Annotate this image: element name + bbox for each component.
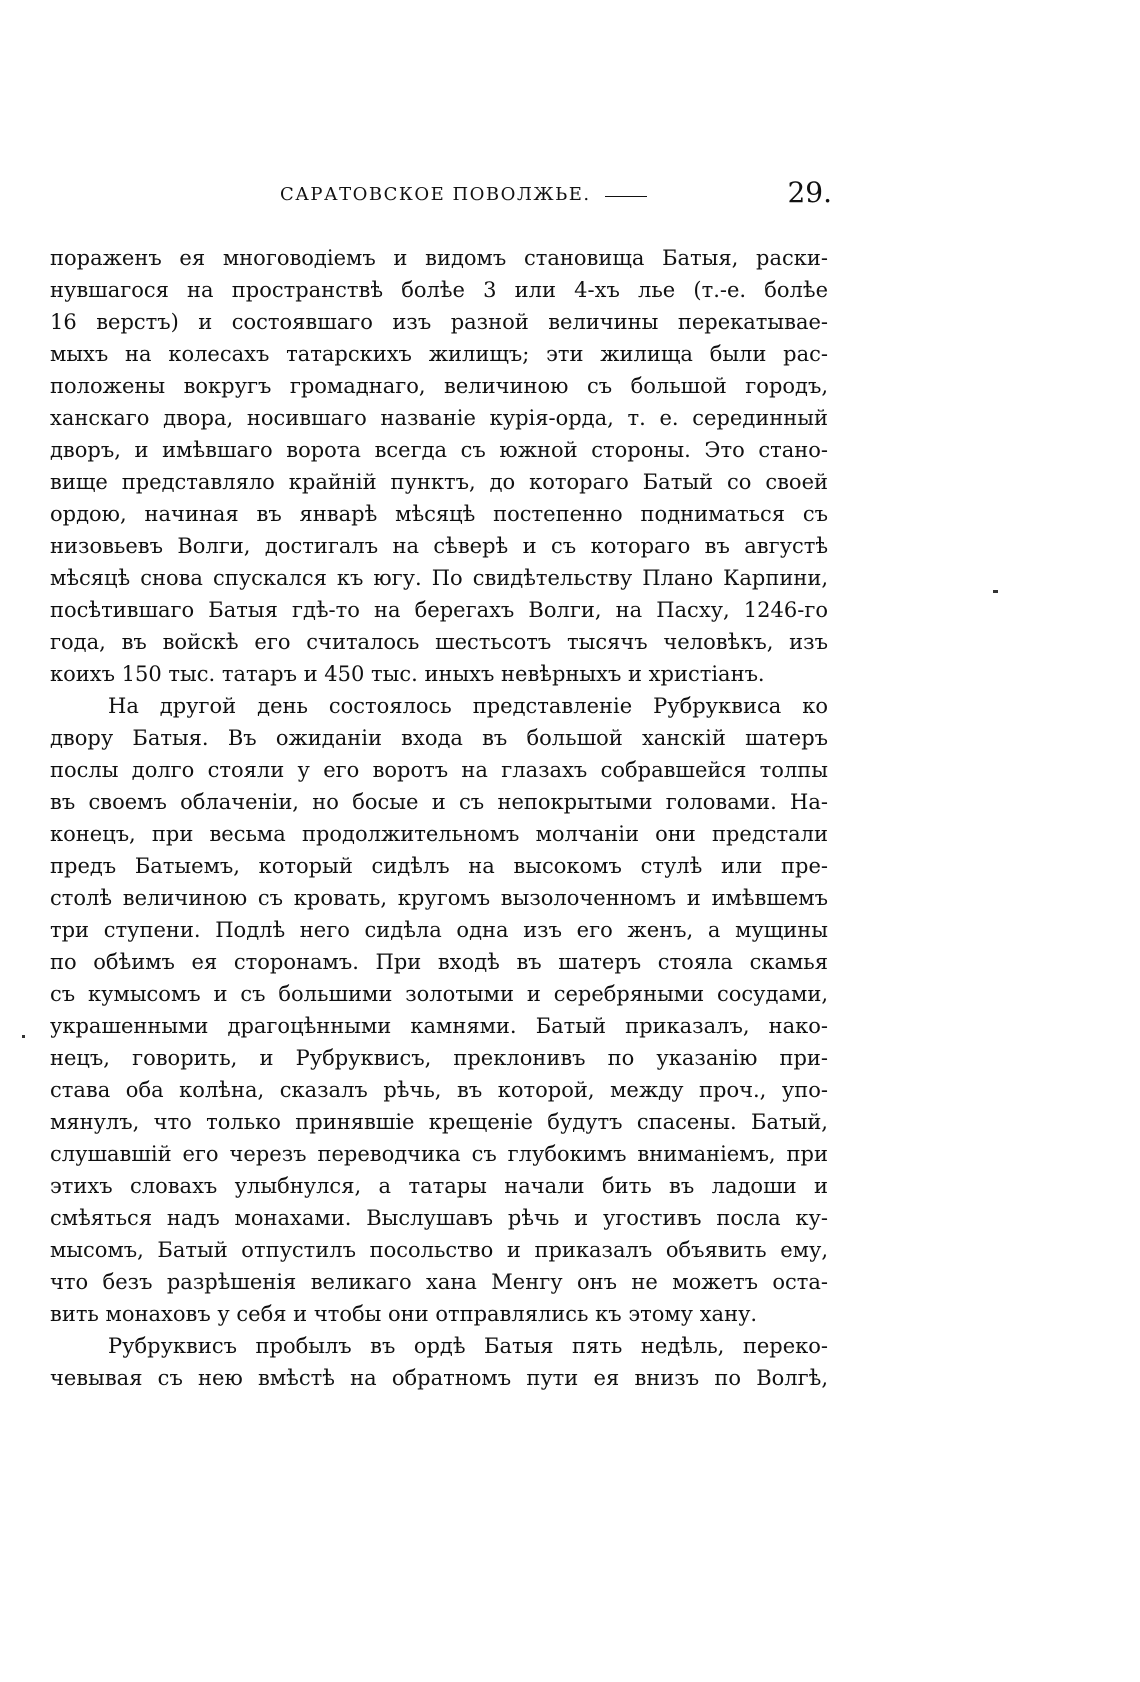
text-line: дворъ, и имѣвшаго ворота всегда съ южной стороны. Это стано- bbox=[50, 438, 828, 462]
scan-speck bbox=[22, 1035, 25, 1038]
text-line: положены вокругъ громаднаго, величиною съ большой городъ, bbox=[50, 374, 828, 398]
text-line: три ступени. Подлѣ него сидѣла одна изъ его женъ, а мущины bbox=[50, 918, 828, 942]
text-line: ханскаго двора, носившаго названіе курія-орда, т. е. серединный bbox=[50, 406, 828, 430]
scan-speck bbox=[993, 590, 998, 593]
running-head bbox=[280, 176, 832, 212]
text-line: слушавшій его черезъ переводчика съ глубокимъ вниманіемъ, при bbox=[50, 1142, 828, 1166]
text-line: въ своемъ облаченіи, но босые и съ непокрытыми головами. На- bbox=[50, 790, 828, 814]
text-line: украшенными драгоцѣнными камнями. Батый приказалъ, нако- bbox=[50, 1014, 828, 1038]
text-line: Рубруквисъ пробылъ въ ордѣ Батыя пять недѣль, переко- bbox=[108, 1334, 828, 1358]
body-text bbox=[50, 242, 828, 1394]
text-line: этихъ словахъ улыбнулся, а татары начали бить въ ладоши и bbox=[50, 1174, 828, 1198]
text-line: пораженъ ея многоводіемъ и видомъ становища Батыя, раски- bbox=[50, 246, 828, 270]
text-line: коихъ 150 тыс. татаръ и 450 тыс. иныхъ невѣрныхъ и христіанъ. bbox=[50, 662, 765, 686]
text-line: столѣ величиною съ кровать, кругомъ вызолоченномъ и имѣвшемъ bbox=[50, 886, 828, 910]
text-line: съ кумысомъ и съ большими золотыми и серебряными сосудами, bbox=[50, 982, 828, 1006]
text-line: мѣсяцѣ снова спускался къ югу. По свидѣтельству Плано Карпини, bbox=[50, 566, 828, 590]
page-number: 29. bbox=[787, 176, 832, 209]
text-line: предъ Батыемъ, который сидѣлъ на высокомъ стулѣ или пре- bbox=[50, 854, 828, 878]
text-line: нувшагося на пространствѣ болѣе 3 или 4-хъ лье (т.-е. болѣе bbox=[50, 278, 828, 302]
text-line: смѣяться надъ монахами. Выслушавъ рѣчь и угостивъ посла ку- bbox=[50, 1206, 828, 1230]
text-line: 16 верстъ) и состоявшаго изъ разной величины перекатывае- bbox=[50, 310, 828, 334]
text-line: по обѣимъ ея сторонамъ. При входѣ въ шатеръ стояла скамья bbox=[50, 950, 828, 974]
text-line: мянулъ, что только принявшіе крещеніе будутъ спасены. Батый, bbox=[50, 1110, 828, 1134]
text-line: года, въ войскѣ его считалось шестьсотъ тысячъ человѣкъ, изъ bbox=[50, 630, 828, 654]
text-line: послы долго стояли у его воротъ на глазахъ собравшейся толпы bbox=[50, 758, 828, 782]
text-line: что безъ разрѣшенія великаго хана Менгу онъ не можетъ оста- bbox=[50, 1270, 828, 1294]
text-line: На другой день состоялось представленіе Рубруквиса ко bbox=[108, 694, 828, 718]
text-line: ордою, начиная въ январѣ мѣсяцѣ постепенно подниматься съ bbox=[50, 502, 828, 526]
text-line: низовьевъ Волги, достигалъ на сѣверѣ и съ котораго въ августѣ bbox=[50, 534, 828, 558]
running-head-rule bbox=[605, 196, 647, 197]
text-line: вить монаховъ у себя и чтобы они отправлялись къ этому хану. bbox=[50, 1302, 758, 1326]
text-line: мысомъ, Батый отпустилъ посольство и приказалъ объявить ему, bbox=[50, 1238, 828, 1262]
text-line: чевывая съ нею вмѣстѣ на обратномъ пути ея внизъ по Волгѣ, bbox=[50, 1366, 828, 1390]
text-line: мыхъ на колесахъ татарскихъ жилищъ; эти жилища были рас- bbox=[50, 342, 828, 366]
text-line: конецъ, при весьма продолжительномъ молчаніи они предстали bbox=[50, 822, 828, 846]
running-head-title: САРАТОВСКОЕ ПОВОЛЖЬЕ. bbox=[280, 184, 591, 205]
text-line: двору Батыя. Въ ожиданіи входа въ большой ханскій шатеръ bbox=[50, 726, 828, 750]
text-line: вище представляло крайній пунктъ, до котораго Батый со своей bbox=[50, 470, 828, 494]
text-line: става оба колѣна, сказалъ рѣчь, въ которой, между проч., упо- bbox=[50, 1078, 828, 1102]
text-line: посѣтившаго Батыя гдѣ-то на берегахъ Волги, на Пасху, 1246-го bbox=[50, 598, 828, 622]
text-line: нецъ, говорить, и Рубруквисъ, преклонивъ по указанію при- bbox=[50, 1046, 828, 1070]
